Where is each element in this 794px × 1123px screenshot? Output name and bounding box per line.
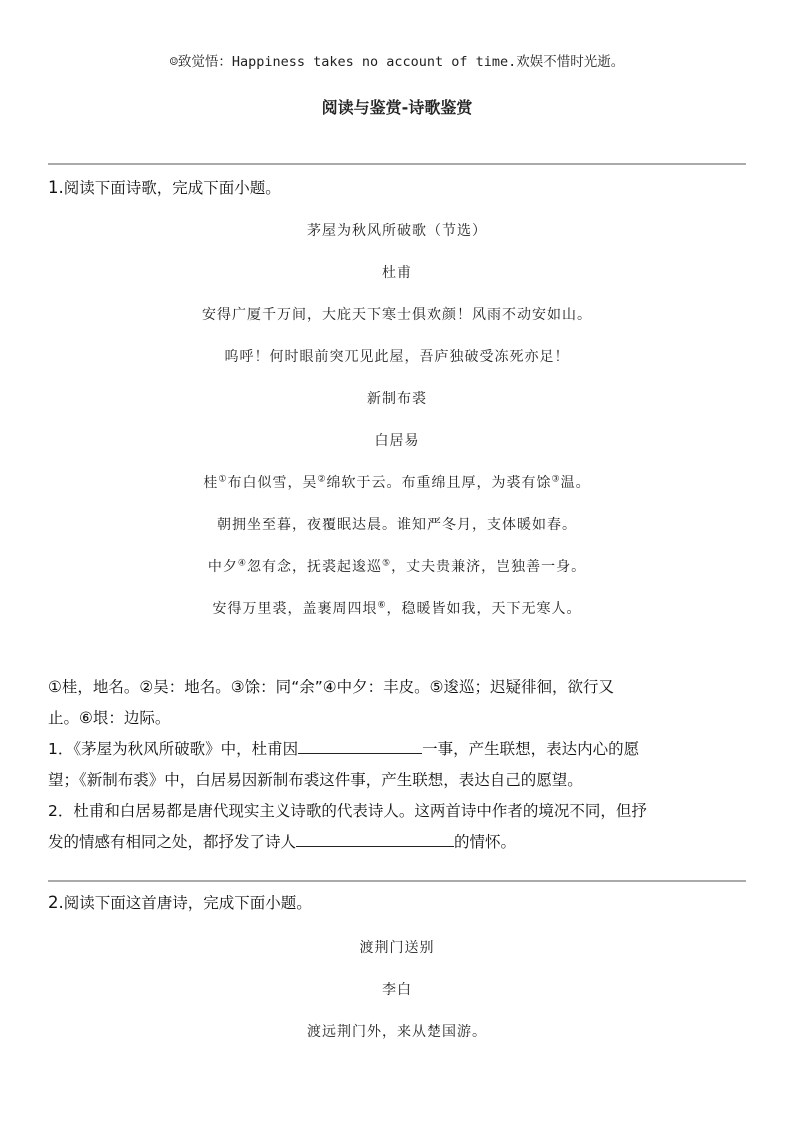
footnotes-line: 止。⑥垠：边际。 xyxy=(48,709,171,727)
poem-title: 新制布裘 xyxy=(367,391,427,407)
poem-line: 中夕④忽有念，抚裘起逡巡⑤，丈夫贵兼济，岂独善一身。 xyxy=(207,558,587,575)
question-number: 1. xyxy=(48,178,64,197)
footnote-marker: ② xyxy=(317,474,327,485)
poem-title: 渡荆门送别 xyxy=(359,940,435,956)
footnote-marker: ③ xyxy=(551,474,561,485)
footnote-marker: ⑥ xyxy=(377,600,387,611)
poem-line: 安得广厦千万间，大庇天下寒士俱欢颜！风雨不动安如山。 xyxy=(202,307,592,323)
sub-question-1-cont: 望；《新制布裘》中，白居易因新制布裘这件事，产生联想，表达自己的愿望。 xyxy=(48,771,583,789)
poem-author: 杜甫 xyxy=(382,265,412,281)
poem-line: 桂①布白似雪，吴②绵软于云。布重绵且厚，为裘有馀③温。 xyxy=(203,474,591,491)
header-motto: ☺致觉悟：Happiness takes no account of time.欢娱不惜时光逝。 xyxy=(169,54,625,70)
sub-question-2: 2．杜甫和白居易都是唐代现实主义诗歌的代表诗人。这两首诗中作者的境况不同，但抒 xyxy=(48,802,647,820)
footnote-marker: ④ xyxy=(237,558,247,569)
footnote-marker: ⑤ xyxy=(382,558,392,569)
question-1-prompt xyxy=(48,176,746,198)
divider-line xyxy=(48,163,746,165)
question-2-prompt xyxy=(48,891,746,913)
sub-question-1: 1．《茅屋为秋风所破歌》中，杜甫因 一事，产生联想，表达内心的愿 xyxy=(48,734,746,765)
poem-line: 呜呼！何时眼前突兀见此屋，吾庐独破受冻死亦足！ xyxy=(224,349,570,365)
poem-line: 朝拥坐至暮，夜覆眠达晨。谁知严冬月，支体暖如春。 xyxy=(217,517,577,533)
poem-line: 渡远荆门外，来从楚国游。 xyxy=(307,1024,487,1040)
poem-line: 安得万里裘，盖裹周四垠⑥，稳暖皆如我，天下无寒人。 xyxy=(212,600,582,617)
page-title: 阅读与鉴赏-诗歌鉴赏 xyxy=(321,98,473,117)
footnote-marker: ① xyxy=(218,474,228,485)
question-text: 阅读下面诗歌，完成下面小题。 xyxy=(63,179,281,197)
sub-question-2-cont: 发的情感有相同之处，都抒发了诗人 的情怀。 xyxy=(48,827,746,858)
poem-title: 茅屋为秋风所破歌（节选） xyxy=(307,223,487,239)
poem-author: 白居易 xyxy=(374,433,420,449)
footnotes-line: ①桂，地名。②吴：地名。③馀：同“余”④中夕：丰皮。⑤逡巡；迟疑徘徊，欲行又 xyxy=(48,678,615,696)
question-number: 2. xyxy=(48,893,64,912)
divider-line xyxy=(48,880,746,882)
poem-author: 李白 xyxy=(382,982,412,998)
question-1-notes xyxy=(48,672,746,858)
question-text: 阅读下面这首唐诗，完成下面小题。 xyxy=(63,894,312,912)
answer-blank[interactable] xyxy=(298,737,422,754)
answer-blank[interactable] xyxy=(296,830,454,847)
